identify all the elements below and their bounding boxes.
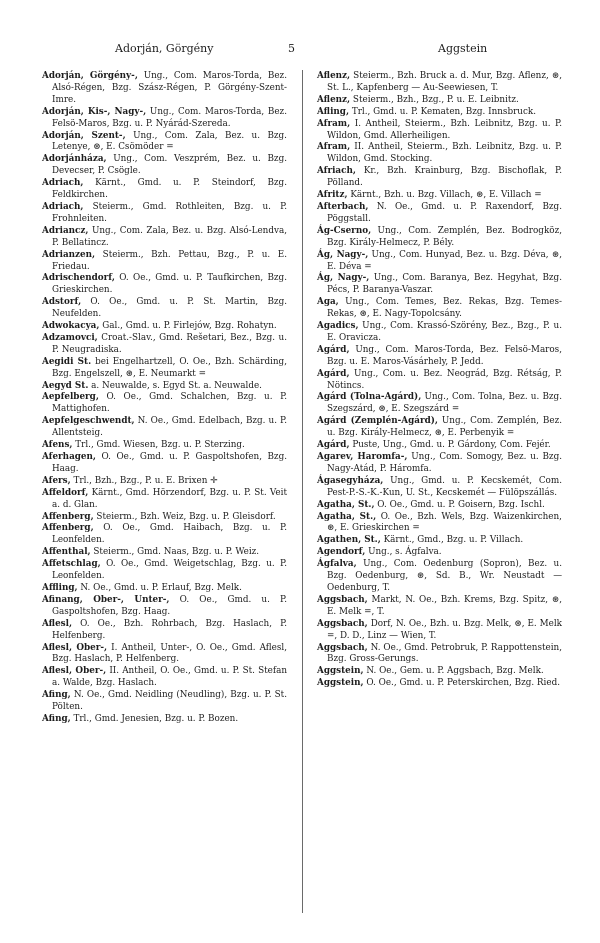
entry-headword: Aflenz, [317, 94, 351, 105]
gazetteer-entry [317, 392, 562, 416]
entry-headword: Afinang, Ober-, Unter-, [42, 594, 170, 605]
gazetteer-entry [317, 142, 562, 166]
entry-headword: Aferhagen, [42, 452, 96, 462]
entry-details: Ung., Com. Zala, Bez. u. Bzg. Letenye, ⊛, E. Csömöder = [52, 130, 287, 153]
entry-details: Ung., Com. Zemplén, Bez. Bodrogköz, Bzg. Király-Helmecz, P. Bély. [327, 225, 562, 248]
entry-details: Steierm., Bzh. Pettau, Bzg., P. u. E. Friedau. [52, 249, 287, 272]
entry-headword: Afens, [42, 440, 73, 451]
gazetteer-entry [42, 392, 287, 416]
gazetteer-entry [42, 512, 287, 524]
gazetteer-entry [317, 226, 562, 250]
gazetteer-entry [317, 190, 562, 202]
entry-details: Ung., Com. Zala, Bez. u. Bzg. Alsó-Lendva, P. Bellatincz. [52, 225, 287, 248]
entry-details: Kärnt., Bzh. u. Bzg. Villach, ⊛, E. Villach = [347, 190, 542, 201]
gazetteer-entry [317, 595, 562, 619]
entry-headword: Agendorf, [317, 547, 366, 558]
entry-headword: Agárd (Zemplén-Agárd), [317, 416, 438, 427]
entry-details: a. Neuwalde, s. Egyd St. a. Neuwalde. [88, 380, 262, 391]
entry-details: O. Oe., Gmd. u. P. Gaspoltshofen, Bzg. Haag. [52, 594, 287, 617]
entry-details: O. Oe., Gmd. Haibach, Bzg. u. P. Leonfelden. [52, 523, 287, 546]
entry-headword: Aepfelberg, [42, 392, 99, 403]
column-divider [302, 70, 303, 913]
entry-details: O. Oe., Gmd. u. P. Peterskirchen, Bzg. Ried. [363, 678, 561, 689]
gazetteer-entry [317, 95, 562, 107]
entry-details: Ung., Com. Oedenburg (Sopron), Bez. u. Bzg. Oedenburg, ⊛, Sd. B., Wr. Neustadt — Oedenburg, T. [327, 559, 562, 593]
gazetteer-entry [317, 250, 562, 274]
gazetteer-entry [42, 71, 287, 107]
entry-headword: Afram, [317, 142, 351, 153]
entry-details: Trl., Gmd. Jenesien, Bzg. u. P. Bozen. [70, 713, 239, 724]
gazetteer-entry [42, 619, 287, 643]
gazetteer-entry [42, 643, 287, 667]
gazetteer-entry [42, 297, 287, 321]
entry-details: N. Oe., Gmd. Neidling (Neudling), Bzg. u. P. St. Pölten. [52, 690, 287, 713]
entry-headword: Ágfalva, [317, 559, 357, 570]
entry-headword: Agadics, [317, 321, 359, 332]
entry-details: Ung., Gmd. u. P. Kecskemét, Com. Pest-P.-S.-K.-Kun, U. St., Kecskemét — Fülöpszállás. [327, 475, 562, 498]
entry-headword: Ág, Nagy-, [317, 273, 370, 284]
entry-details: II. Antheil, Steierm., Bzh. Leibnitz, Bzg. u. P. Wildon, Gmd. Stocking. [327, 142, 562, 165]
entry-details: N. Oe., Gmd. u. P. Erlauf, Bzg. Melk. [77, 582, 242, 593]
entry-headword: Adzamovci, [42, 332, 98, 343]
entry-headword: Ág-Cserno, [317, 225, 372, 236]
gazetteer-entry [42, 202, 287, 226]
entry-headword: Adorján, Görgény-, [42, 71, 138, 81]
entry-details: O. Oe., Gmd. u. P. St. Martin, Bzg. Neufelden. [52, 297, 287, 320]
gazetteer-entry [317, 273, 562, 297]
right-column [317, 71, 562, 690]
entry-details: I. Antheil, Unter-, O. Oe., Gmd. Aflesl, Bzg. Haslach, P. Helfenberg. [52, 642, 287, 665]
gazetteer-entry [317, 297, 562, 321]
entry-headword: Adstorf, [42, 297, 82, 308]
entry-details: Ung., Com. Maros-Torda, Bez. Felsö-Maros, Bzg. u. P. Nyárád-Szereda. [52, 106, 287, 129]
entry-details: Ung., Com. Maros-Torda, Bez. Felsö-Maros, Bzg. u. E. Maros-Vásárhely, P. Jedd. [327, 344, 562, 367]
gazetteer-entry [317, 416, 562, 440]
gazetteer-entry [42, 440, 287, 452]
entry-details: Markt, N. Oe., Bzh. Krems, Bzg. Spitz, ⊛, E. Melk =, T. [327, 594, 562, 617]
gazetteer-entry [317, 476, 562, 500]
gazetteer-entry [42, 178, 287, 202]
entry-details: Ung., Com. Tolna, Bez. u. Bzg. Szegszárd, ⊛, E. Szegszárd = [327, 392, 562, 415]
gazetteer-entry [42, 416, 287, 440]
entry-headword: Affling, [42, 582, 78, 593]
entry-headword: Aggsbach, [317, 642, 368, 653]
entry-headword: Agárd (Tolna-Agárd), [317, 392, 422, 403]
gazetteer-entry [42, 595, 287, 619]
gazetteer-entry [317, 535, 562, 547]
gazetteer-entry [317, 440, 562, 452]
entry-headword: Afram, [317, 118, 351, 129]
entry-headword: Affetschlag, [42, 559, 101, 570]
gazetteer-entry [317, 678, 562, 690]
gazetteer-entry [42, 250, 287, 274]
entry-details: Kr., Bzh. Krainburg, Bzg. Bischoflak, P. Pölland. [327, 166, 562, 189]
entry-headword: Afing, [42, 713, 71, 724]
gazetteer-entry [42, 357, 287, 381]
entry-details: O. Oe., Gmd. Schalchen, Bzg. u. P. Mattighofen. [52, 392, 287, 415]
entry-headword: Adorján, Szent-, [42, 130, 126, 141]
entry-headword: Afling, [317, 106, 350, 117]
entry-headword: Aggstein, [317, 666, 364, 677]
entry-headword: Agárd, [317, 440, 350, 451]
entry-details: II. Antheil, O. Oe., Gmd. u. P. St. Stefan a. Walde, Bzg. Haslach. [52, 666, 287, 689]
entry-details: O. Oe., Gmd. u. P. Goisern, Bzg. Ischl. [374, 499, 545, 510]
entry-details: Ung., Com. Somogy, Bez. u. Bzg. Nagy-Atád, P. Háromfa. [327, 452, 562, 474]
entry-headword: Ágasegyháza, [317, 475, 384, 486]
gazetteer-entry [42, 131, 287, 155]
gazetteer-entry [317, 643, 562, 667]
gazetteer-entry [317, 452, 562, 476]
entry-headword: Aegyd St. [42, 380, 89, 391]
entry-headword: Aegidi St. [42, 356, 92, 367]
gazetteer-entry [317, 547, 562, 559]
gazetteer-entry [317, 500, 562, 512]
gazetteer-entry [317, 166, 562, 190]
gazetteer-entry [42, 226, 287, 250]
entry-headword: Afers, [42, 475, 71, 486]
entry-headword: Aflesl, Ober-, [42, 642, 108, 653]
gazetteer-entry [42, 452, 287, 476]
entry-details: Steierm., Gmd. Naas, Bzg. u. P. Weiz. [90, 547, 260, 558]
gazetteer-entry [317, 107, 562, 119]
entry-headword: Agárd, [317, 344, 350, 355]
entry-details: Steierm., Bzh., Bzg., P. u. E. Leibnitz. [350, 94, 519, 105]
gazetteer-entry [42, 476, 287, 488]
entry-headword: Affenberg, [42, 511, 94, 522]
entry-details: Ung., Com. Temes, Bez. Rekas, Bzg. Temes-Rekas, ⊛, E. Nagy-Topolcsány. [327, 297, 562, 320]
entry-details: Ung., Com. Zemplén, Bez. u. Bzg. Király-Helmecz, ⊛, E. Perbenyik = [327, 416, 562, 439]
entry-headword: Ág, Nagy-, [317, 249, 369, 260]
entry-details: Ung., s. Ágfalva. [365, 547, 442, 558]
entry-details: Ung., Com. Veszprém, Bez. u. Bzg. Devecser, P. Csögle. [52, 154, 287, 177]
entry-details: Steierm., Bzh. Bruck a. d. Mur, Bzg. Aflenz, ⊛, St. L., Kapfenberg — Au-Seewiesen, T. [327, 71, 562, 93]
gazetteer-entry [42, 154, 287, 178]
entry-headword: Agarev, Haromfa-, [317, 452, 408, 462]
entry-details: Trl., Bzh., Bzg., P. u. E. Brixen ✛ [70, 475, 218, 486]
entry-headword: Afing, [42, 690, 71, 701]
gazetteer-entry [317, 119, 562, 143]
entry-headword: Affeldorf, [42, 487, 89, 498]
entry-headword: Agatha, St., [317, 511, 377, 522]
gazetteer-entry [317, 369, 562, 393]
gazetteer-entry [317, 202, 562, 226]
gazetteer-entry [317, 345, 562, 369]
entry-details: bei Engelhartzell, O. Oe., Bzh. Schärding, Bzg. Engelszell, ⊛, E. Neumarkt = [52, 356, 287, 379]
entry-details: Ung., Com. u. Bez. Neográd, Bzg. Rétság, P. Nötincs. [327, 368, 562, 391]
entry-details: N. Oe., Gmd. u. P. Raxendorf, Bzg. Pöggstall. [327, 201, 562, 224]
entry-headword: Afterbach, [317, 201, 369, 212]
entry-details: N. Oe., Gmd. Petrobruk, P. Rappottenstein, Bzg. Gross-Gerungs. [327, 642, 562, 665]
page-number: 5 [288, 42, 295, 55]
entry-details: Ung., Com. Maros-Torda, Bez. Alsó-Régen, Bzg. Szász-Régen, P. Görgény-Szent-Imre. [52, 71, 287, 105]
entry-details: O. Oe., Gmd. u. P. Taufkirchen, Bzg. Grieskirchen. [52, 273, 287, 296]
page-header [0, 42, 600, 58]
gazetteer-entry [42, 690, 287, 714]
entry-headword: Adriach, [42, 201, 84, 212]
entry-headword: Adrianzen, [42, 249, 96, 260]
entry-details: Trl., Gmd. u. P. Kematen, Bzg. Innsbruck. [349, 106, 537, 117]
header-right-keyword: Aggstein [438, 42, 488, 55]
entry-headword: Adriach, [42, 178, 84, 189]
gazetteer-entry [42, 488, 287, 512]
gazetteer-entry [317, 321, 562, 345]
entry-details: Steierm., Gmd. Rothleiten, Bzg. u. P. Frohnleiten. [52, 201, 287, 224]
entry-details: Ung., Com. Baranya, Bez. Hegyhat, Bzg. Pécs, P. Baranya-Vaszar. [327, 273, 562, 296]
entry-details: Ung., Com. Hunyad, Bez. u. Bzg. Déva, ⊛, E. Déva = [327, 249, 562, 272]
header-left-keyword: Adorján, Görgény [115, 42, 214, 55]
gazetteer-entry [317, 619, 562, 643]
entry-details: O. Oe., Bzh. Wels, Bzg. Waizenkirchen, ⊛, E. Grieskirchen = [327, 511, 562, 534]
entry-details: O. Oe., Gmd. Weigetschlag, Bzg. u. P. Leonfelden. [52, 559, 287, 582]
entry-headword: Adriancz, [42, 225, 89, 236]
gazetteer-entry [42, 523, 287, 547]
entry-headword: Adrischendorf, [42, 273, 115, 284]
entry-headword: Aggstein, [317, 678, 364, 689]
entry-headword: Agatha, St., [317, 499, 375, 510]
gazetteer-entry [317, 666, 562, 678]
gazetteer-entry [42, 714, 287, 726]
left-column [42, 71, 287, 726]
entry-details: O. Oe., Bzh. Rohrbach, Bzg. Haslach, P. Helfenberg. [52, 618, 287, 641]
entry-details: Kärnt., Gmd. u. P. Steindorf, Bzg. Feldkirchen. [52, 178, 287, 201]
gazetteer-entry [42, 321, 287, 333]
entry-headword: Aflesl, Ober-, [42, 666, 107, 677]
gazetteer-entry [42, 381, 287, 393]
entry-details: Kärnt., Gmd., Bzg. u. P. Villach. [380, 535, 524, 546]
entry-headword: Afritz, [317, 190, 348, 201]
entry-details: Puste, Ung., Gmd. u. P. Gárdony, Com. Fejér. [349, 440, 551, 451]
entry-details: Trl., Gmd. Wiesen, Bzg. u. P. Sterzing. [72, 440, 245, 451]
entry-headword: Affenberg, [42, 523, 94, 534]
entry-details: O. Oe., Gmd. u. P. Gaspoltshofen, Bzg. Haag. [52, 452, 287, 474]
gazetteer-entry [317, 512, 562, 536]
entry-headword: Adwokacya, [42, 321, 100, 332]
entry-headword: Affenthal, [42, 547, 91, 558]
entry-headword: Aepfelgeschwendt, [42, 416, 135, 427]
gazetteer-entry [42, 107, 287, 131]
entry-headword: Aflesl, [42, 618, 73, 629]
entry-details: Gal., Gmd. u. P. Firlejów, Bzg. Rohatyn. [99, 321, 277, 332]
entry-headword: Aggsbach, [317, 594, 368, 605]
entry-headword: Aga, [317, 297, 339, 308]
entry-details: Dorf, N. Oe., Bzh. u. Bzg. Melk, ⊛, E. Melk =, D. D., Linz — Wien, T. [327, 618, 562, 641]
gazetteer-entry [42, 547, 287, 559]
entry-headword: Agárd, [317, 368, 350, 379]
entry-headword: Agathen, St., [317, 535, 381, 546]
entry-headword: Adorján, Kis-, Nagy-, [42, 106, 147, 117]
gazetteer-entry [317, 559, 562, 595]
entry-headword: Afriach, [317, 166, 356, 177]
entry-headword: Aflenz, [317, 71, 351, 81]
entry-details: Croat.-Slav., Gmd. Rešetari, Bez., Bzg. u. P. Neugradiska. [52, 332, 287, 355]
entry-details: N. Oe., Gem. u. P. Aggsbach, Bzg. Melk. [363, 666, 544, 677]
entry-details: N. Oe., Gmd. Edelbach, Bzg. u. P. Allentsteig. [52, 416, 287, 439]
gazetteer-entry [317, 71, 562, 95]
gazetteer-entry [42, 583, 287, 595]
entry-headword: Adorjánháza, [42, 154, 107, 165]
gazetteer-entry [42, 559, 287, 583]
gazetteer-entry [42, 333, 287, 357]
entry-details: I. Antheil, Steierm., Bzh. Leibnitz, Bzg. u. P. Wildon, Gmd. Allerheiligen. [327, 118, 562, 141]
entry-headword: Aggsbach, [317, 618, 368, 629]
entry-details: Ung., Com. Krassó-Szörény, Bez., Bzg., P. u. E. Oravicza. [327, 321, 562, 343]
entry-details: Steierm., Bzh. Weiz, Bzg. u. P. Gleisdorf. [93, 511, 276, 522]
entry-details: Kärnt., Gmd. Hörzendorf, Bzg. u. P. St. Veit a. d. Glan. [52, 487, 287, 510]
gazetteer-entry [42, 666, 287, 690]
gazetteer-entry [42, 273, 287, 297]
